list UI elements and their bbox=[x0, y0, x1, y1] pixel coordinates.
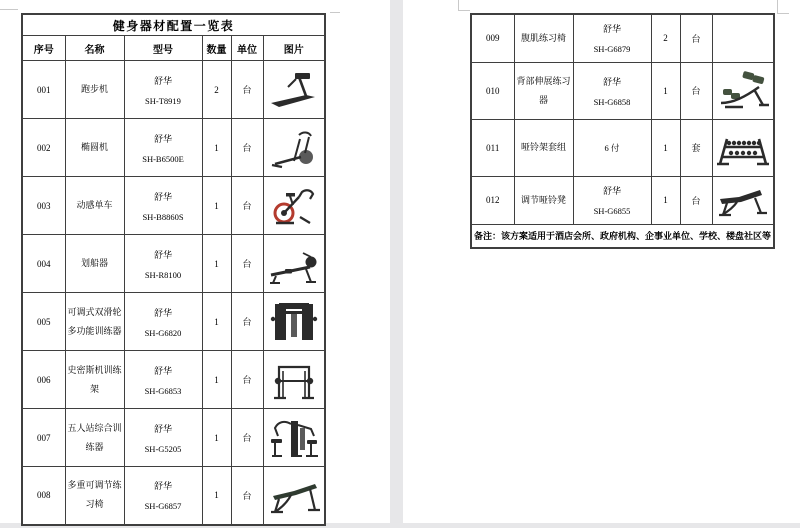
quantity-cell: 1 bbox=[202, 177, 231, 235]
unit-cell: 台 bbox=[231, 467, 263, 525]
column-header-model: 型号 bbox=[124, 36, 202, 61]
smith-machine-image bbox=[263, 351, 325, 409]
equipment-name-cell: 多重可调节练习椅 bbox=[65, 467, 124, 525]
quantity-cell: 1 bbox=[651, 119, 680, 176]
brand-text: 舒华 bbox=[153, 307, 172, 318]
table-row bbox=[471, 176, 774, 224]
equipment-name-cell: 椭圆机 bbox=[65, 119, 124, 177]
unit-cell: 台 bbox=[680, 14, 712, 62]
brand-text: 舒华 bbox=[153, 133, 172, 144]
unit-cell: 套 bbox=[680, 119, 712, 176]
table-row bbox=[22, 61, 325, 119]
treadmill-image bbox=[263, 61, 325, 119]
row-number-cell: 011 bbox=[471, 119, 514, 176]
model-cell bbox=[124, 177, 202, 235]
quantity-cell: 2 bbox=[202, 61, 231, 119]
empty-image-cell bbox=[712, 14, 774, 62]
unit-cell: 台 bbox=[231, 351, 263, 409]
document-page-2 bbox=[403, 0, 800, 523]
model-text: SH-G5205 bbox=[144, 443, 182, 454]
unit-cell: 台 bbox=[680, 62, 712, 119]
brand-text: 舒华 bbox=[602, 24, 621, 35]
model-text: SH-B8860S bbox=[142, 211, 184, 222]
spin-bike-image bbox=[263, 177, 325, 235]
column-header-image: 图片 bbox=[263, 36, 325, 61]
unit-cell: 台 bbox=[231, 293, 263, 351]
model-text: SH-G6853 bbox=[144, 385, 182, 396]
table-row bbox=[22, 293, 325, 351]
brand-text: 舒华 bbox=[153, 75, 172, 86]
back-extension-image bbox=[712, 62, 774, 119]
model-text: SH-T8919 bbox=[145, 95, 181, 106]
unit-cell: 台 bbox=[231, 409, 263, 467]
model-cell bbox=[124, 409, 202, 467]
table-row bbox=[471, 119, 774, 176]
equipment-name-cell: 动感单车 bbox=[65, 177, 124, 235]
model-text: SH-G6857 bbox=[144, 501, 182, 512]
row-number-cell: 005 bbox=[22, 293, 65, 351]
table-row bbox=[22, 467, 325, 525]
quantity-cell: 1 bbox=[202, 467, 231, 525]
equipment-name-cell: 跑步机 bbox=[65, 61, 124, 119]
equipment-name-cell: 五人站综合训练器 bbox=[65, 409, 124, 467]
equipment-name-cell: 腹肌练习椅 bbox=[514, 14, 573, 62]
model-text: SH-R8100 bbox=[144, 269, 182, 280]
adjustable-bench-image bbox=[263, 467, 325, 525]
margin-mark bbox=[458, 10, 470, 11]
model-cell bbox=[124, 235, 202, 293]
document-title: 健身器材配置一览表 bbox=[22, 14, 325, 36]
quantity-cell: 1 bbox=[202, 351, 231, 409]
margin-mark bbox=[0, 9, 18, 10]
brand-text: 舒华 bbox=[153, 481, 172, 492]
brand-text: 舒华 bbox=[153, 191, 172, 202]
table-title-row bbox=[22, 14, 325, 36]
quantity-cell: 2 bbox=[651, 14, 680, 62]
column-header-qty: 数量 bbox=[202, 36, 231, 61]
row-number-cell: 002 bbox=[22, 119, 65, 177]
model-text: SH-B6500E bbox=[142, 153, 184, 164]
model-cell bbox=[124, 61, 202, 119]
table-row bbox=[471, 14, 774, 62]
unit-cell: 台 bbox=[231, 177, 263, 235]
model-text: SH-G6820 bbox=[144, 327, 182, 338]
multi-station-gym-image bbox=[263, 409, 325, 467]
model-cell bbox=[573, 119, 651, 176]
margin-mark bbox=[777, 0, 778, 13]
model-text: 6 付 bbox=[604, 142, 620, 153]
model-cell bbox=[124, 119, 202, 177]
unit-cell: 台 bbox=[231, 119, 263, 177]
table-row bbox=[22, 119, 325, 177]
rowing-machine-image bbox=[263, 235, 325, 293]
column-header-unit: 单位 bbox=[231, 36, 263, 61]
table-header-row bbox=[22, 36, 325, 61]
model-cell bbox=[124, 467, 202, 525]
equipment-table-page1 bbox=[21, 13, 326, 526]
brand-text: 舒华 bbox=[153, 365, 172, 376]
quantity-cell: 1 bbox=[202, 293, 231, 351]
dumbbell-bench-image bbox=[712, 176, 774, 224]
row-number-cell: 009 bbox=[471, 14, 514, 62]
brand-text: 舒华 bbox=[602, 186, 621, 196]
elliptical-image bbox=[263, 119, 325, 177]
row-number-cell: 007 bbox=[22, 409, 65, 467]
row-number-cell: 006 bbox=[22, 351, 65, 409]
note-text: 备注：该方案适用于酒店会所、政府机构、企事业单位、学校、楼盘社区等 bbox=[471, 224, 774, 248]
row-number-cell: 012 bbox=[471, 176, 514, 224]
column-header-name: 名称 bbox=[65, 36, 124, 61]
column-header-no: 序号 bbox=[22, 36, 65, 61]
model-text: SH-G6855 bbox=[593, 206, 631, 216]
dumbbell-rack-image bbox=[712, 119, 774, 176]
quantity-cell: 1 bbox=[651, 62, 680, 119]
equipment-name-cell: 背部伸展练习器 bbox=[514, 62, 573, 119]
quantity-cell: 1 bbox=[202, 409, 231, 467]
margin-mark bbox=[330, 12, 340, 13]
equipment-name-cell: 可调式双滑轮多功能训练器 bbox=[65, 293, 124, 351]
row-number-cell: 008 bbox=[22, 467, 65, 525]
model-cell bbox=[573, 14, 651, 62]
model-cell bbox=[124, 293, 202, 351]
quantity-cell: 1 bbox=[202, 119, 231, 177]
model-text: SH-G6858 bbox=[593, 96, 631, 107]
unit-cell: 台 bbox=[680, 176, 712, 224]
model-cell bbox=[573, 62, 651, 119]
model-cell bbox=[573, 176, 651, 224]
equipment-name-cell: 划船器 bbox=[65, 235, 124, 293]
table-row bbox=[22, 235, 325, 293]
table-row bbox=[22, 409, 325, 467]
table-row bbox=[22, 351, 325, 409]
model-cell bbox=[124, 351, 202, 409]
unit-cell: 台 bbox=[231, 235, 263, 293]
functional-trainer-image bbox=[263, 293, 325, 351]
table-row bbox=[471, 62, 774, 119]
equipment-name-cell: 调节哑铃凳 bbox=[514, 176, 573, 224]
model-text: SH-G6879 bbox=[593, 44, 631, 55]
row-number-cell: 010 bbox=[471, 62, 514, 119]
quantity-cell: 1 bbox=[202, 235, 231, 293]
unit-cell: 台 bbox=[231, 61, 263, 119]
brand-text: 舒华 bbox=[153, 249, 172, 260]
row-number-cell: 004 bbox=[22, 235, 65, 293]
brand-text: 舒华 bbox=[602, 76, 621, 87]
document-page-1 bbox=[0, 0, 390, 523]
note-row bbox=[471, 224, 774, 248]
table-row bbox=[22, 177, 325, 235]
margin-mark bbox=[777, 13, 789, 14]
row-number-cell: 001 bbox=[22, 61, 65, 119]
margin-mark bbox=[458, 0, 459, 10]
equipment-table-page2 bbox=[470, 13, 775, 249]
quantity-cell: 1 bbox=[651, 176, 680, 224]
brand-text: 舒华 bbox=[153, 423, 172, 434]
equipment-name-cell: 哑铃架套组 bbox=[514, 119, 573, 176]
equipment-name-cell: 史密斯机训练架 bbox=[65, 351, 124, 409]
row-number-cell: 003 bbox=[22, 177, 65, 235]
